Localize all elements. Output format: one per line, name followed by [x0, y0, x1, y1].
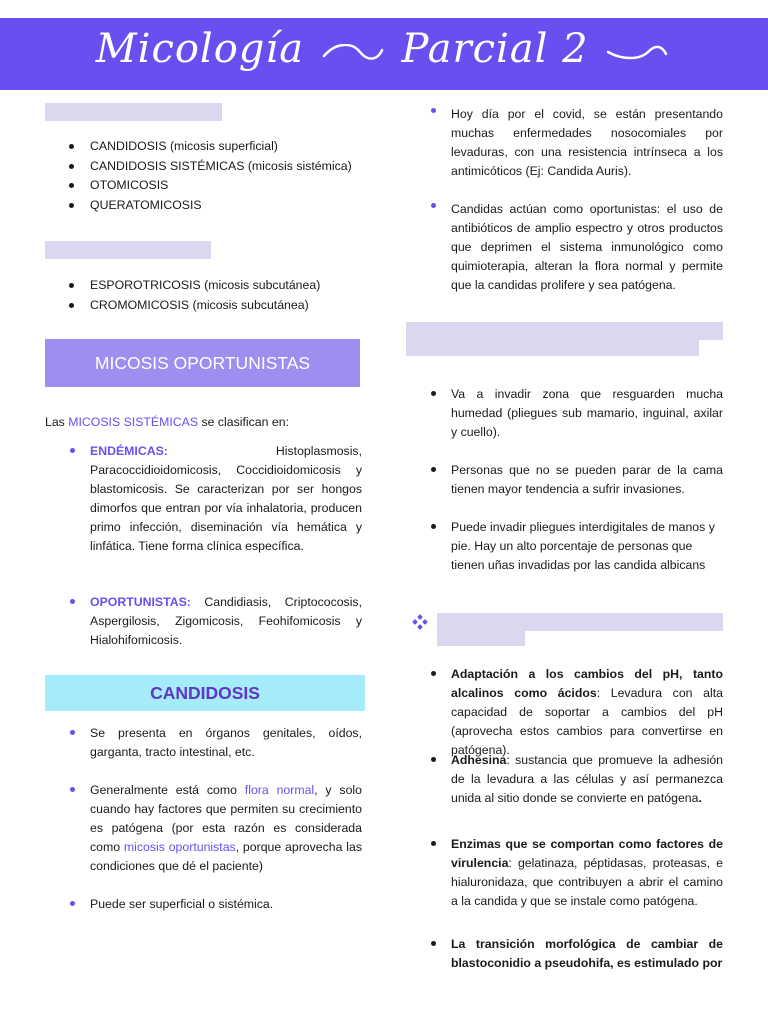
- list-item: [451, 935, 723, 973]
- bullet-icon: [431, 524, 436, 529]
- oportunistas-paragraph: [451, 200, 723, 295]
- intro-text: se clasifican en:: [201, 415, 289, 429]
- covid-paragraph: [451, 105, 723, 181]
- flora-normal-accent: flora normal: [244, 783, 315, 797]
- title-banner: [0, 18, 768, 90]
- intro-accent: MICOSIS SISTÉMICAS: [68, 415, 199, 429]
- list-item-endemicas: [90, 442, 362, 555]
- section-bar-factores-2: [437, 631, 525, 646]
- bullet-text: Se presenta en órganos genitales, oídos, garganta, tracto intestinal, etc.: [90, 726, 362, 759]
- bullet-text: Va a invadir zona que resguarden mucha humedad (pliegues sub mamario, inguinal, axilar y cuello).: [451, 387, 723, 439]
- bullet-bold: Enzimas que se comportan como factores de virulencia: [451, 837, 723, 870]
- bullet-icon: [431, 467, 436, 472]
- section-bar-subcutaneas: [45, 241, 211, 259]
- diamond-bullet-icon: [413, 615, 427, 629]
- list-item: [451, 751, 723, 808]
- page-title: [0, 26, 768, 72]
- bullet-icon: [431, 671, 436, 676]
- section-bar-superficiales: [45, 103, 222, 121]
- list-item: QUERATOMICOSIS: [66, 196, 352, 216]
- title-subject: Micología: [95, 26, 305, 72]
- bullet-text: Candidas actúan como oportunistas: el uso de antibióticos de amplio espectro y otros productos que deprimen el sistema inmunológico como quimioterapia, alteran la flora normal y permite que la candidas prolifere y sea patógena.: [451, 202, 723, 292]
- list-item: [90, 895, 362, 914]
- bullet-icon: [70, 599, 75, 604]
- bullet-text: : gelatinaza, péptidasas, proteasas, e hialuronidaza, que contribuyen a abrir el camino a la candida y que se instale como patógena.: [451, 855, 723, 908]
- swash-icon: [606, 44, 668, 60]
- bullet-icon: [70, 448, 75, 453]
- bullet-icon: [431, 941, 436, 946]
- list-item: CANDIDOSIS (micosis superficial): [66, 137, 352, 157]
- bullet-icon: [431, 757, 436, 762]
- list-item: ESPOROTRICOSIS (micosis subcutánea): [66, 276, 320, 296]
- oportunistas-text: Candidiasis, Criptococosis, Aspergilosis, Zigomicosis, Feohifomicosis y Hialohifomicosis.: [90, 595, 362, 647]
- endemicas-label: ENDÉMICAS:: [90, 444, 168, 458]
- bullet-text: , y solo cuando hay factores que permiten su crecimiento es patógena (por esta razón es considerada como: [90, 783, 362, 854]
- bullet-icon: [431, 391, 436, 396]
- swash-icon: [322, 44, 384, 60]
- list-item: [90, 724, 362, 762]
- bullet-icon: [431, 203, 436, 208]
- section-bar-factores: [437, 613, 723, 631]
- bullet-bold: .: [698, 790, 702, 805]
- heading-candidosis: CANDIDOSIS: [45, 675, 365, 711]
- bullet-icon: [70, 901, 75, 906]
- list-item: CROMOMICOSIS (micosis subcutánea): [66, 296, 320, 316]
- classification-intro: [45, 413, 365, 432]
- endemicas-text: Histoplasmosis, Paracoccidioidomicosis, Coccidioidomicosis y blastomicosis. Se caracterizan por ser hongos dimorfos que entran por vía inhalatoria, producen primo infección, diseminación vía hemática y linfática. Tiene forma clínica específica.: [90, 444, 362, 553]
- list-item: [451, 461, 723, 499]
- bullet-bold: Adhesina: [451, 753, 507, 767]
- section-bar-localizacion: [406, 322, 723, 340]
- bullet-text: Personas que no se pueden parar de la cama tienen mayor tendencia a sufrir invasiones.: [451, 463, 723, 496]
- intro-text: Las: [45, 415, 65, 429]
- section-bar-localizacion-2: [406, 340, 699, 356]
- list-item: OTOMICOSIS: [66, 176, 352, 196]
- list-item-oportunistas: [90, 593, 362, 650]
- oportunistas-label: OPORTUNISTAS:: [90, 595, 191, 609]
- bullet-icon: [70, 730, 75, 735]
- list-item: [451, 835, 723, 911]
- micosis-oportunistas-accent: micosis oportunistas: [123, 839, 236, 854]
- heading-micosis-oportunistas: MICOSIS OPORTUNISTAS: [45, 339, 360, 387]
- list-item: CANDIDOSIS SISTÉMICAS (micosis sistémica): [66, 157, 352, 177]
- bullet-text: : sustancia que promueve la adhesión de la levadura a las células y así permanezca unida al sitio donde se convierte en patógena: [451, 753, 723, 805]
- bullet-text: , porque aprovecha las condiciones que dé el paciente): [90, 839, 362, 873]
- bullet-icon: [70, 787, 75, 792]
- bullet-text: Generalmente está como: [90, 783, 237, 797]
- superficial-list: [66, 137, 352, 215]
- bullet-bold: Adaptación a los cambios del pH, tanto alcalinos como ácidos: [451, 667, 723, 700]
- list-item: [451, 665, 723, 760]
- list-item: [451, 385, 723, 442]
- bullet-bold: La transición morfológica de cambiar de blastoconidio a pseudohifa, es estimulado por: [451, 937, 723, 970]
- bullet-text: Puede ser superficial o sistémica.: [90, 897, 274, 911]
- list-item: [90, 781, 362, 876]
- bullet-text: : Levadura con alta capacidad de soportar a cambios del pH (aprovecha estos cambios para convertirse en patógena).: [451, 685, 723, 757]
- title-exam: Parcial 2: [401, 26, 589, 72]
- bullet-text: Hoy día por el covid, se están presentando muchas enfermedades nosocomiales por levaduras, con una resistencia intrínseca a los antimicóticos (Ej: Candida Auris).: [451, 107, 723, 178]
- list-item: [451, 518, 726, 575]
- bullet-text: Puede invadir pliegues interdigitales de manos y pie. Hay un alto porcentaje de personas que tienen uñas invadidas por las candida albicans: [451, 520, 715, 572]
- subcutanea-list: [66, 276, 320, 315]
- bullet-icon: [431, 108, 436, 113]
- bullet-icon: [431, 841, 436, 846]
